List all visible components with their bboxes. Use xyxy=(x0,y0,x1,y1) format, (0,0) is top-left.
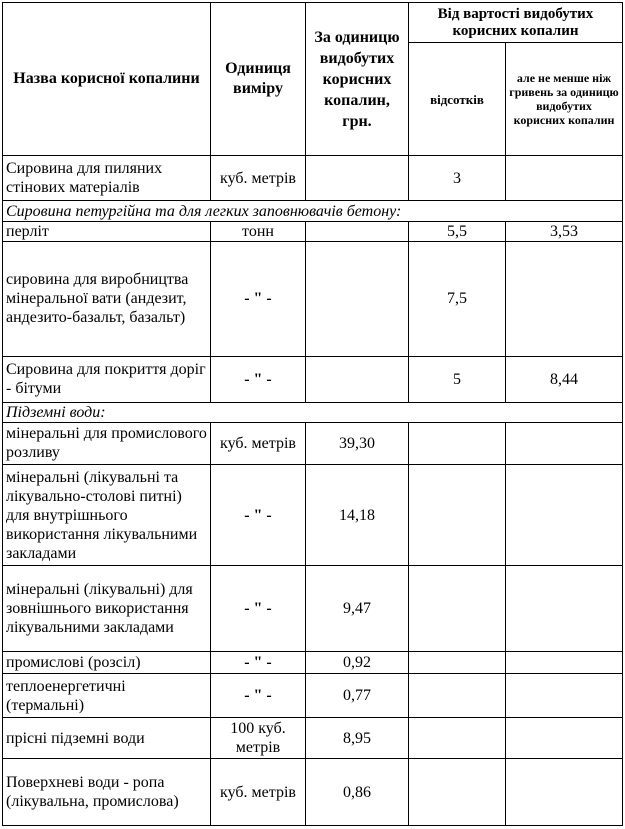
table-header xyxy=(3,3,623,156)
mineral-name-cell: прісні підземні води xyxy=(3,717,211,758)
per-unit-rate-cell: 8,95 xyxy=(306,717,409,758)
unit-cell: куб. метрів xyxy=(211,759,306,826)
per-unit-rate-cell: 0,86 xyxy=(306,759,409,826)
min-uah-cell xyxy=(506,759,623,826)
rates-table xyxy=(2,2,623,826)
section-title: Підземні води: xyxy=(3,402,623,422)
percent-rate-cell xyxy=(409,652,506,674)
per-unit-rate-cell xyxy=(306,156,409,201)
min-uah-cell xyxy=(506,674,623,717)
mineral-name-cell: сировина для виробництва мінеральної вати (андезит, андезито-базальт, базальт) xyxy=(3,241,211,356)
header-unit: Одиниця виміру xyxy=(211,3,306,156)
min-uah-cell xyxy=(506,566,623,652)
per-unit-rate-cell: 9,47 xyxy=(306,566,409,652)
percent-rate-cell: 3 xyxy=(409,156,506,201)
mineral-name-cell: мінеральні (лікувальні та лікувально-столові питні) для внутрішнього використання лікувальними закладами xyxy=(3,465,211,566)
table-row xyxy=(3,422,623,464)
per-unit-rate-cell: 14,18 xyxy=(306,465,409,566)
table-row xyxy=(3,674,623,717)
percent-rate-cell: 5,5 xyxy=(409,221,506,241)
percent-rate-cell: 7,5 xyxy=(409,241,506,356)
table-row xyxy=(3,241,623,356)
per-unit-rate-cell: 0,92 xyxy=(306,652,409,674)
percent-rate-cell xyxy=(409,422,506,464)
header-value-group: Від вартості видобутих корисних копалин xyxy=(409,3,623,43)
mineral-name-cell: Поверхневі води - ропа (лікувальна, промислова) xyxy=(3,759,211,826)
min-uah-cell xyxy=(506,652,623,674)
percent-rate-cell: 5 xyxy=(409,357,506,402)
section-row xyxy=(3,201,623,221)
table-row xyxy=(3,156,623,201)
min-uah-cell xyxy=(506,465,623,566)
unit-cell: 100 куб. метрів xyxy=(211,717,306,758)
table-row xyxy=(3,652,623,674)
mineral-name-cell: мінеральні (лікувальні) для зовнішнього використання лікувальними закладами xyxy=(3,566,211,652)
mineral-name-cell: теплоенергетичні (термальні) xyxy=(3,674,211,717)
table-row xyxy=(3,717,623,758)
mineral-name-cell: перліт xyxy=(3,221,211,241)
mineral-name-cell: промислові (розсіл) xyxy=(3,652,211,674)
section-title: Сировина петургійна та для легких заповнювачів бетону: xyxy=(3,201,623,221)
min-uah-cell xyxy=(506,241,623,356)
per-unit-rate-cell xyxy=(306,241,409,356)
per-unit-rate-cell xyxy=(306,221,409,241)
unit-cell: - " - xyxy=(211,465,306,566)
mineral-name-cell: мінеральні для промислового розливу xyxy=(3,422,211,464)
percent-rate-cell xyxy=(409,566,506,652)
section-row xyxy=(3,402,623,422)
header-percent: відсотків xyxy=(409,43,506,156)
unit-cell: - " - xyxy=(211,566,306,652)
percent-rate-cell xyxy=(409,674,506,717)
percent-rate-cell xyxy=(409,465,506,566)
header-mineral-name: Назва корисної копалини xyxy=(3,3,211,156)
unit-cell: куб. метрів xyxy=(211,156,306,201)
table-body xyxy=(3,156,623,826)
min-uah-cell: 3,53 xyxy=(506,221,623,241)
header-min-uah: але не менше ніж гривень за одиницю видобутих корисних копалин xyxy=(506,43,623,156)
min-uah-cell xyxy=(506,717,623,758)
per-unit-rate-cell xyxy=(306,357,409,402)
per-unit-rate-cell: 39,30 xyxy=(306,422,409,464)
unit-cell: куб. метрів xyxy=(211,422,306,464)
per-unit-rate-cell: 0,77 xyxy=(306,674,409,717)
mineral-name-cell: Сировина для пиляних стінових матеріалів xyxy=(3,156,211,201)
table-row xyxy=(3,221,623,241)
percent-rate-cell xyxy=(409,717,506,758)
percent-rate-cell xyxy=(409,759,506,826)
table-row xyxy=(3,357,623,402)
unit-cell: - " - xyxy=(211,674,306,717)
unit-cell: - " - xyxy=(211,652,306,674)
table-row xyxy=(3,465,623,566)
table-row xyxy=(3,759,623,826)
mineral-name-cell: Сировина для покриття доріг - бітуми xyxy=(3,357,211,402)
unit-cell: тонн xyxy=(211,221,306,241)
min-uah-cell xyxy=(506,422,623,464)
min-uah-cell xyxy=(506,156,623,201)
unit-cell: - " - xyxy=(211,241,306,356)
header-per-unit: За одиницю видобутих корисних копалин, грн. xyxy=(306,3,409,156)
unit-cell: - " - xyxy=(211,357,306,402)
table-row xyxy=(3,566,623,652)
min-uah-cell: 8,44 xyxy=(506,357,623,402)
